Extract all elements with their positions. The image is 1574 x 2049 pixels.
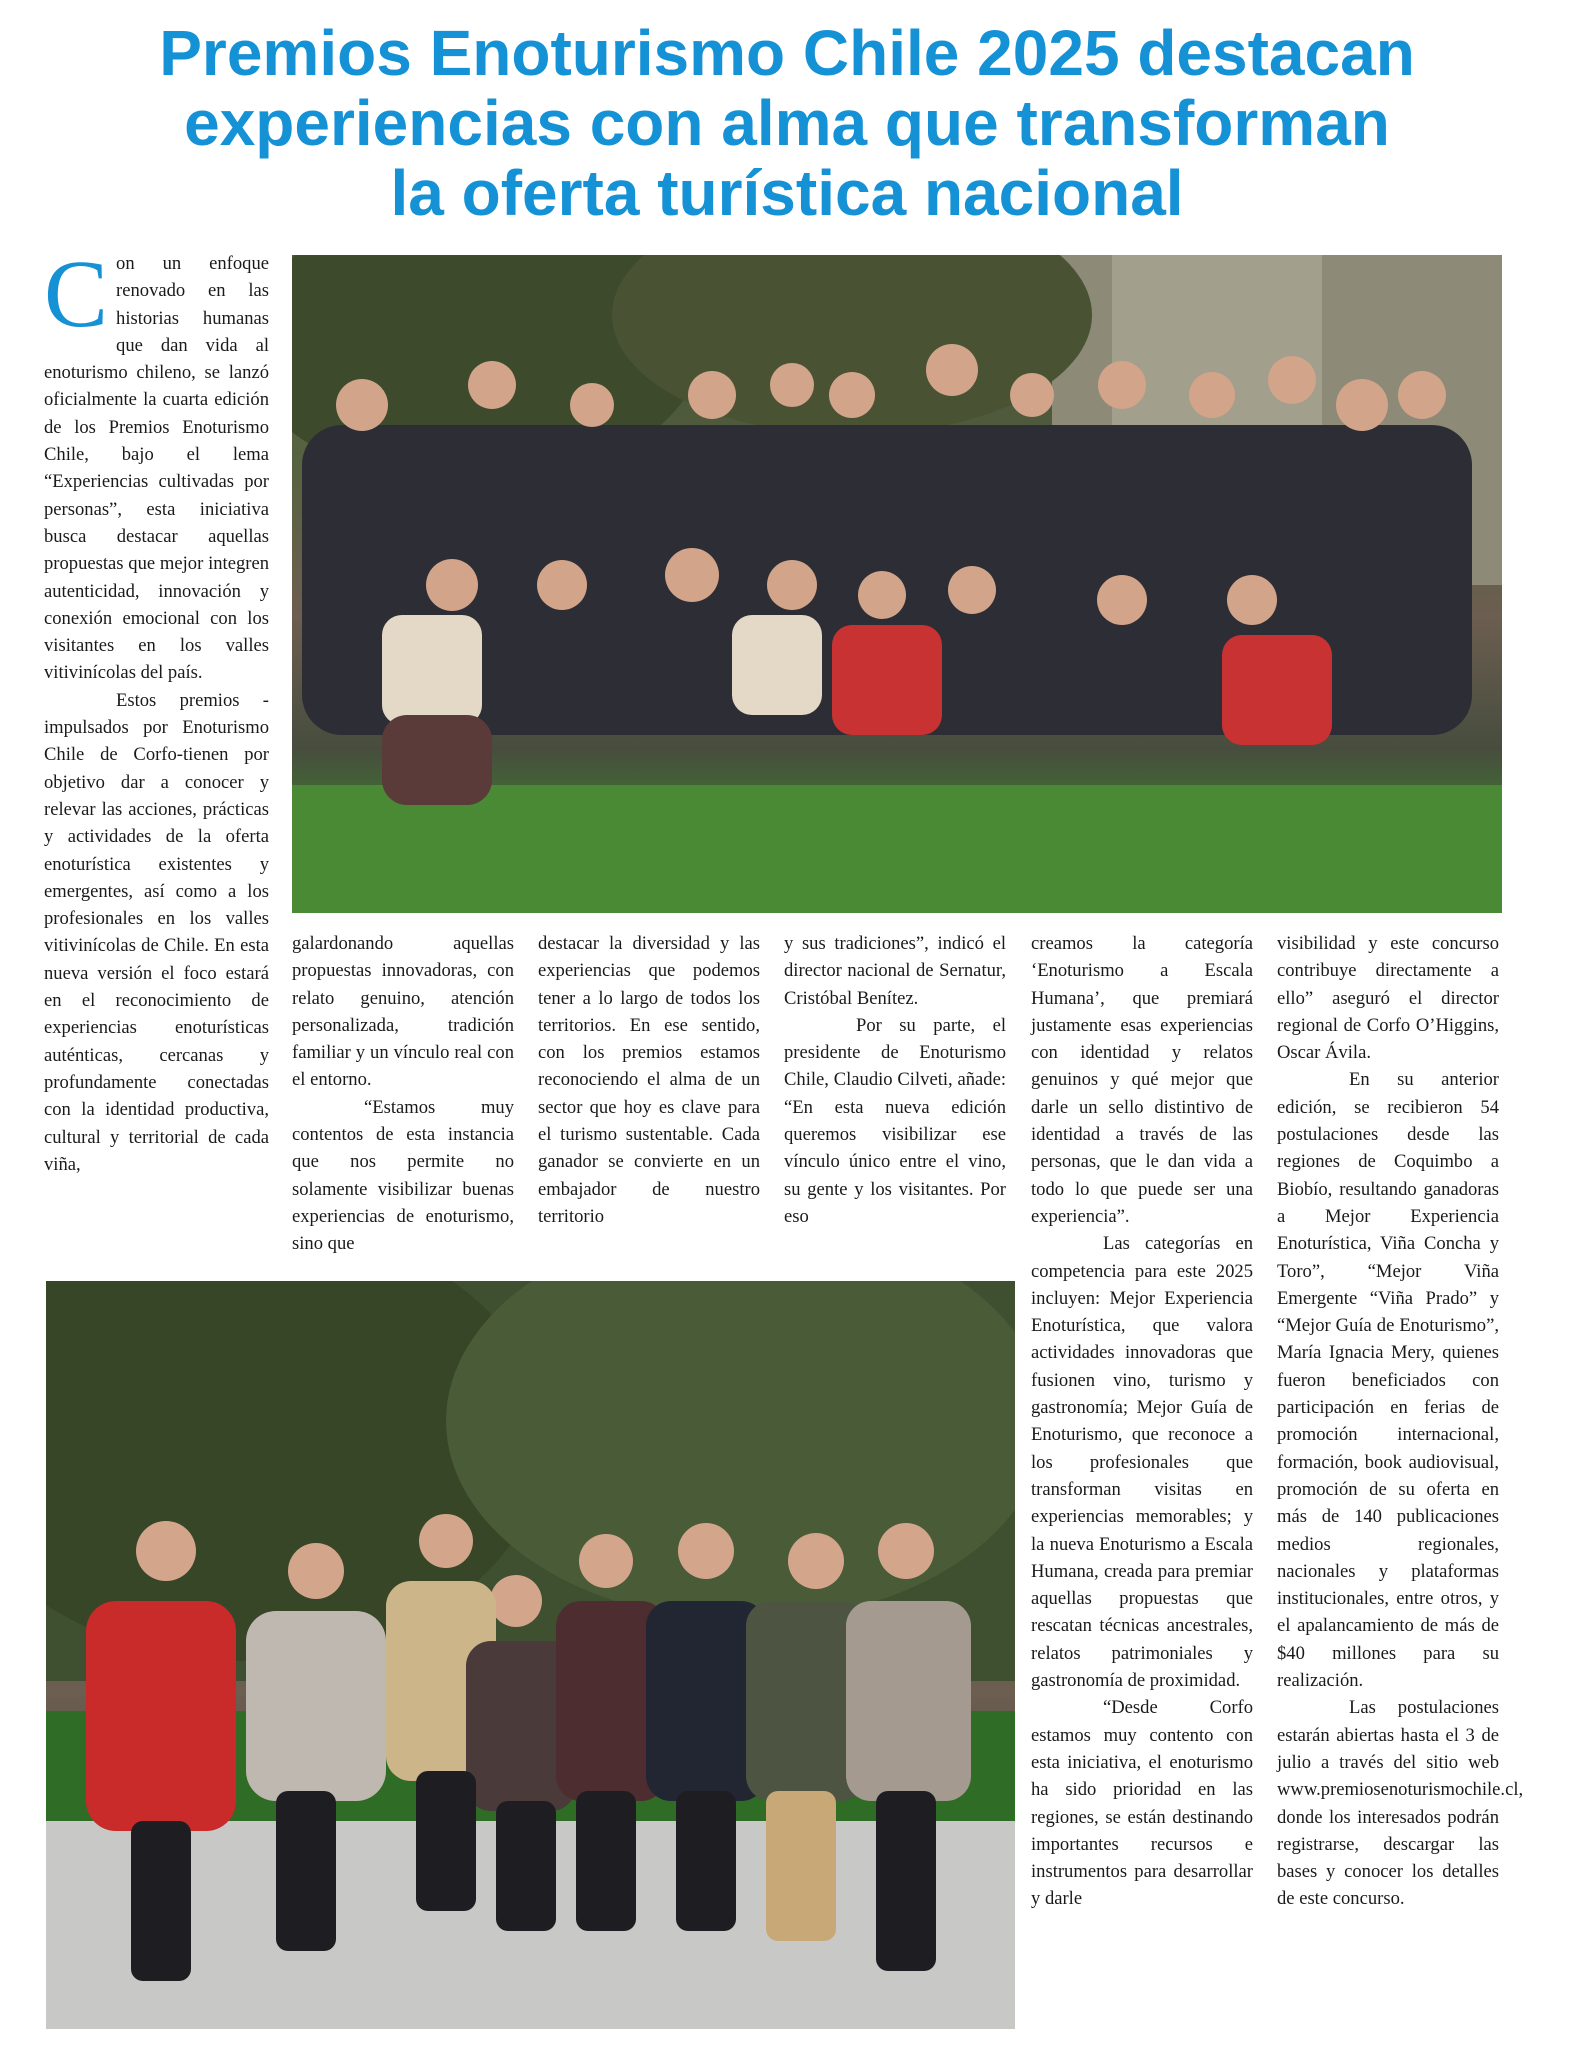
article-paragraph: Estos premios -impulsados por Enoturismo Chile de Corfo-tienen por objetivo dar a conocer y relevar las acciones, prácticas y actividades de la oferta enoturística existentes y emergentes, así como a los profesionales en los valles vitivinícolas de Chile. En esta nueva versión el foco estará en el reconocimiento de experiencias enoturísticas auténticas, cercanas y profundamente conectadas con la identidad productiva, cultural y territorial de cada viña, <box>44 689 269 1175</box>
article-paragraph: Con un enfoque renovado en las historias humanas que dan vida al enoturismo chileno, se lanzó oficialmente la cuarta edición de los Premios Enoturismo Chile, bajo el lema “Experiencias cultivadas por personas”, esta iniciativa busca destacar aquellas propuestas que mejor integren autenticidad, innovación y conexión emocional con los visitantes en los valles vitivinícolas del país. <box>44 240 269 684</box>
dropcap: C <box>44 240 109 347</box>
article-paragraph: Por su parte, el presidente de Enoturismo Chile, Claudio Cilveti, añade: “En esta nueva edición queremos visibilizar ese vínculo único entre el vino, su gente y los visitantes. Por eso <box>784 1014 1006 1227</box>
article-column-2 <box>292 930 514 1258</box>
article-column-3 <box>538 930 760 1230</box>
article-paragraph: creamos la categoría ‘Enoturismo a Escala Humana’, que premiará justamente esas experiencias con identidad y relatos genuinos y qué mejor que darle un sello distintivo de identidad a través de las personas, que le dan vida a todo lo que puede ser una experiencia”. <box>1031 933 1253 1227</box>
article-paragraph: destacar la diversidad y las experiencias que podemos tener a lo largo de todos los territorios. En ese sentido, con los premios estamos reconociendo el alma de un sector que hoy es clave para el turismo sustentable. Cada ganador se convierte en un embajador de nuestro territorio <box>538 933 760 1227</box>
article-paragraph: Las postulaciones estarán abiertas hasta el 3 de julio a través del sitio web www.premiosenoturismochile.cl, donde los interesados podrán registrarse, descargar las bases y conocer los detalles de este concurso. <box>1277 1697 1524 1910</box>
headline-line-1: Premios Enoturismo Chile 2025 destacan <box>159 17 1415 89</box>
article-paragraph: galardonando aquellas propuestas innovadoras, con relato genuino, atención personalizada, tradición familiar y un vínculo real con el entorno. <box>292 933 514 1091</box>
article-column-5 <box>1031 930 1253 1913</box>
headline-line-3: la oferta turística nacional <box>390 157 1184 229</box>
article-paragraph: Las categorías en competencia para este 2025 incluyen: Mejor Experiencia Enoturística, que valora actividades innovadoras que fusionen vino, turismo y gastronomía; Mejor Guía de Enoturismo, que reconoce a los profesionales que transforman visitas en experiencias memorables; y la nueva Enoturismo a Escala Humana, creada para premiar aquellas propuestas que rescatan técnicas ancestrales, relatos patrimoniales y gastronomía de proximidad. <box>1031 1233 1253 1692</box>
article-paragraph: y sus tradiciones”, indicó el director nacional de Sernatur, Cristóbal Benítez. <box>784 933 1006 1009</box>
article-column-1 <box>44 240 269 1178</box>
group-photo-small <box>46 1281 1015 2029</box>
article-column-4 <box>784 930 1006 1230</box>
article-paragraph: “Desde Corfo estamos muy contento con esta iniciativa, el enoturismo ha sido prioridad en las regiones, se están destinando importantes recursos e instrumentos para desarrollar y darle <box>1031 1697 1253 1910</box>
headline <box>0 18 1574 228</box>
article-paragraph: visibilidad y este concurso contribuye directamente a ello” aseguró el director regional de Corfo O’Higgins, Oscar Ávila. <box>1277 933 1499 1064</box>
article-column-6 <box>1277 930 1524 1913</box>
group-photo-large <box>292 255 1502 913</box>
article-paragraph: “Estamos muy contentos de esta instancia que nos permite no solamente visibilizar buenas experiencias de enoturismo, sino que <box>292 1096 514 1255</box>
headline-line-2: experiencias con alma que transforman <box>184 87 1390 159</box>
article-paragraph: En su anterior edición, se recibieron 54 postulaciones desde las regiones de Coquimbo a Biobío, resultando ganadoras a Mejor Experiencia Enoturística, Viña Concha y Toro”, “Mejor Viña Emergente “Viña Prado” y “Mejor Guía de Enoturismo”, María Ignacia Mery, quienes fueron beneficiados con participación en ferias de promoción internacional, formación, book audiovisual, promoción de su oferta en más de 140 publicaciones medios regionales, nacionales y plataformas institucionales, entre otros, y el apalancamiento de más de $40 millones para su realización. <box>1277 1069 1499 1692</box>
